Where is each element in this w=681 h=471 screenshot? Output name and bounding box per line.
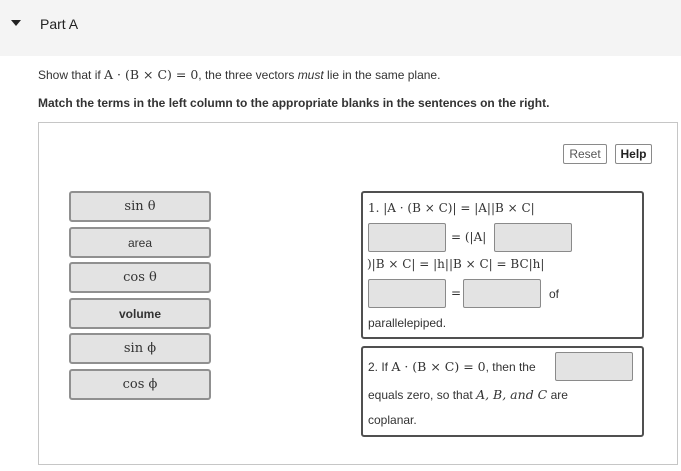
term-area[interactable]: area	[69, 227, 211, 258]
sentence-2-card	[361, 346, 644, 437]
sentence-1-line-1: 1. |A · (B × C)| = |A||B × C|	[368, 201, 535, 215]
blank-4[interactable]	[463, 279, 541, 308]
instruction-text: Match the terms in the left column to the appropriate blanks in the sentences on the right.	[38, 96, 550, 110]
blank-1[interactable]	[368, 223, 446, 252]
sentence-2-line-2: equals zero, so that A, B, and C are	[368, 387, 568, 402]
term-cos-phi[interactable]: cos ϕ	[69, 369, 211, 400]
sentence-1-line-3: )|B × C| = |h||B × C| = BC|h|	[367, 257, 545, 271]
sentence-2-line-3: coplanar.	[368, 413, 417, 427]
blank-3[interactable]	[368, 279, 446, 308]
term-sin-phi[interactable]: sin ϕ	[69, 333, 211, 364]
term-volume[interactable]: volume	[69, 298, 211, 329]
sentence-1-eq-4: =	[451, 286, 462, 300]
part-title: Part A	[40, 16, 79, 32]
reset-button[interactable]: Reset	[563, 144, 607, 164]
question-condition: A · (B × C) = 0	[104, 67, 199, 82]
sentence-1-eq-2: = (|A|	[451, 230, 487, 244]
term-sin-theta[interactable]: sin θ	[69, 191, 211, 222]
collapse-triangle-icon[interactable]	[11, 20, 21, 26]
blank-5[interactable]	[555, 352, 633, 381]
part-header	[0, 0, 681, 56]
term-cos-theta[interactable]: cos θ	[69, 262, 211, 293]
sentence-2-line-1: 2. If A · (B × C) = 0, then the	[368, 359, 536, 374]
sentence-1-of: of	[549, 287, 560, 301]
sentence-1-card	[361, 191, 644, 339]
question-text: Show that if A · (B × C) = 0, the three vectors must lie in the same plane.	[38, 67, 441, 82]
blank-2[interactable]	[494, 223, 572, 252]
help-button[interactable]: Help	[615, 144, 652, 164]
sentence-1-line-5: parallelepiped.	[368, 316, 447, 330]
